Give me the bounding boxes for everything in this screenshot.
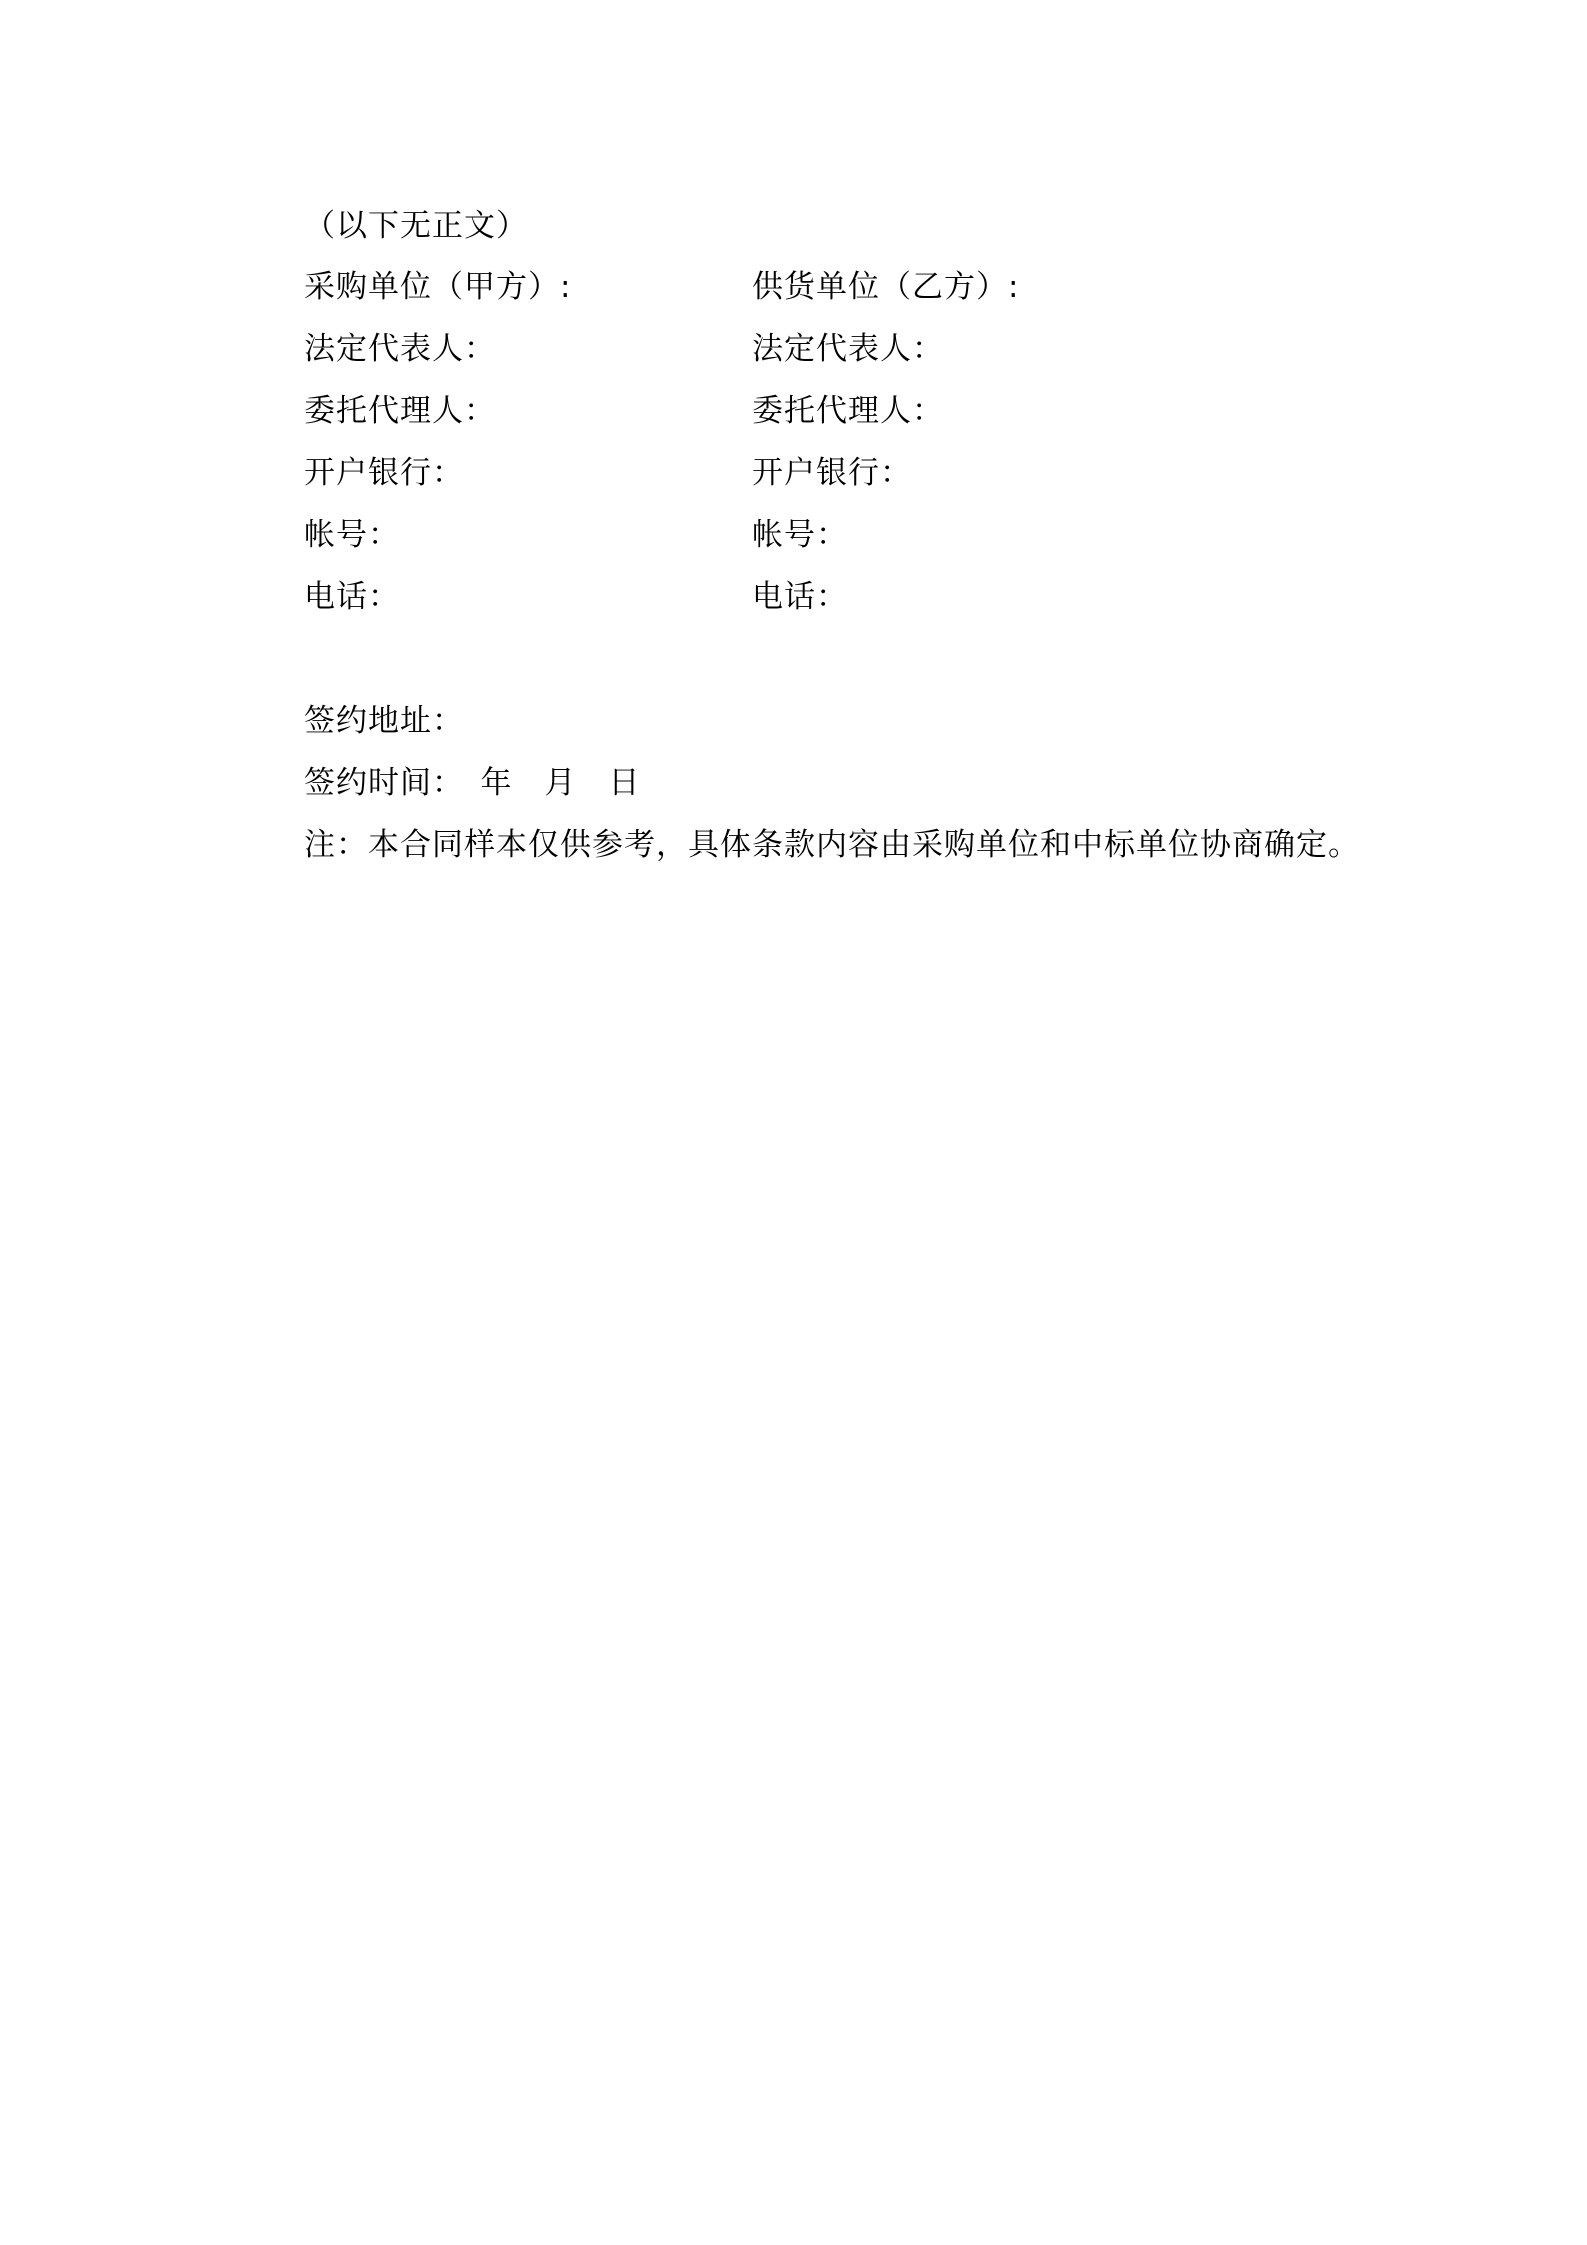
party-a-account: 帐号： — [304, 517, 400, 553]
party-b-bank: 开户银行： — [752, 455, 912, 491]
end-marker: （以下无正文） — [304, 208, 528, 244]
party-b-agent: 委托代理人： — [752, 393, 944, 429]
signing-address: 签约地址： — [304, 703, 464, 739]
party-b-legal-rep: 法定代表人： — [752, 331, 944, 367]
party-b-phone: 电话： — [752, 579, 848, 615]
party-a-bank: 开户银行： — [304, 455, 464, 491]
party-a-legal-rep: 法定代表人： — [304, 331, 496, 367]
contract-note: 注：本合同样本仅供参考，具体条款内容由采购单位和中标单位协商确定。 — [304, 827, 1360, 863]
party-a-unit: 采购单位（甲方）: — [304, 269, 572, 305]
party-a-phone: 电话： — [304, 579, 400, 615]
party-a-agent: 委托代理人： — [304, 393, 496, 429]
party-b-unit: 供货单位（乙方）: — [752, 269, 1020, 305]
signing-time: 签约时间： 年 月 日 — [304, 765, 641, 801]
party-b-account: 帐号： — [752, 517, 848, 553]
